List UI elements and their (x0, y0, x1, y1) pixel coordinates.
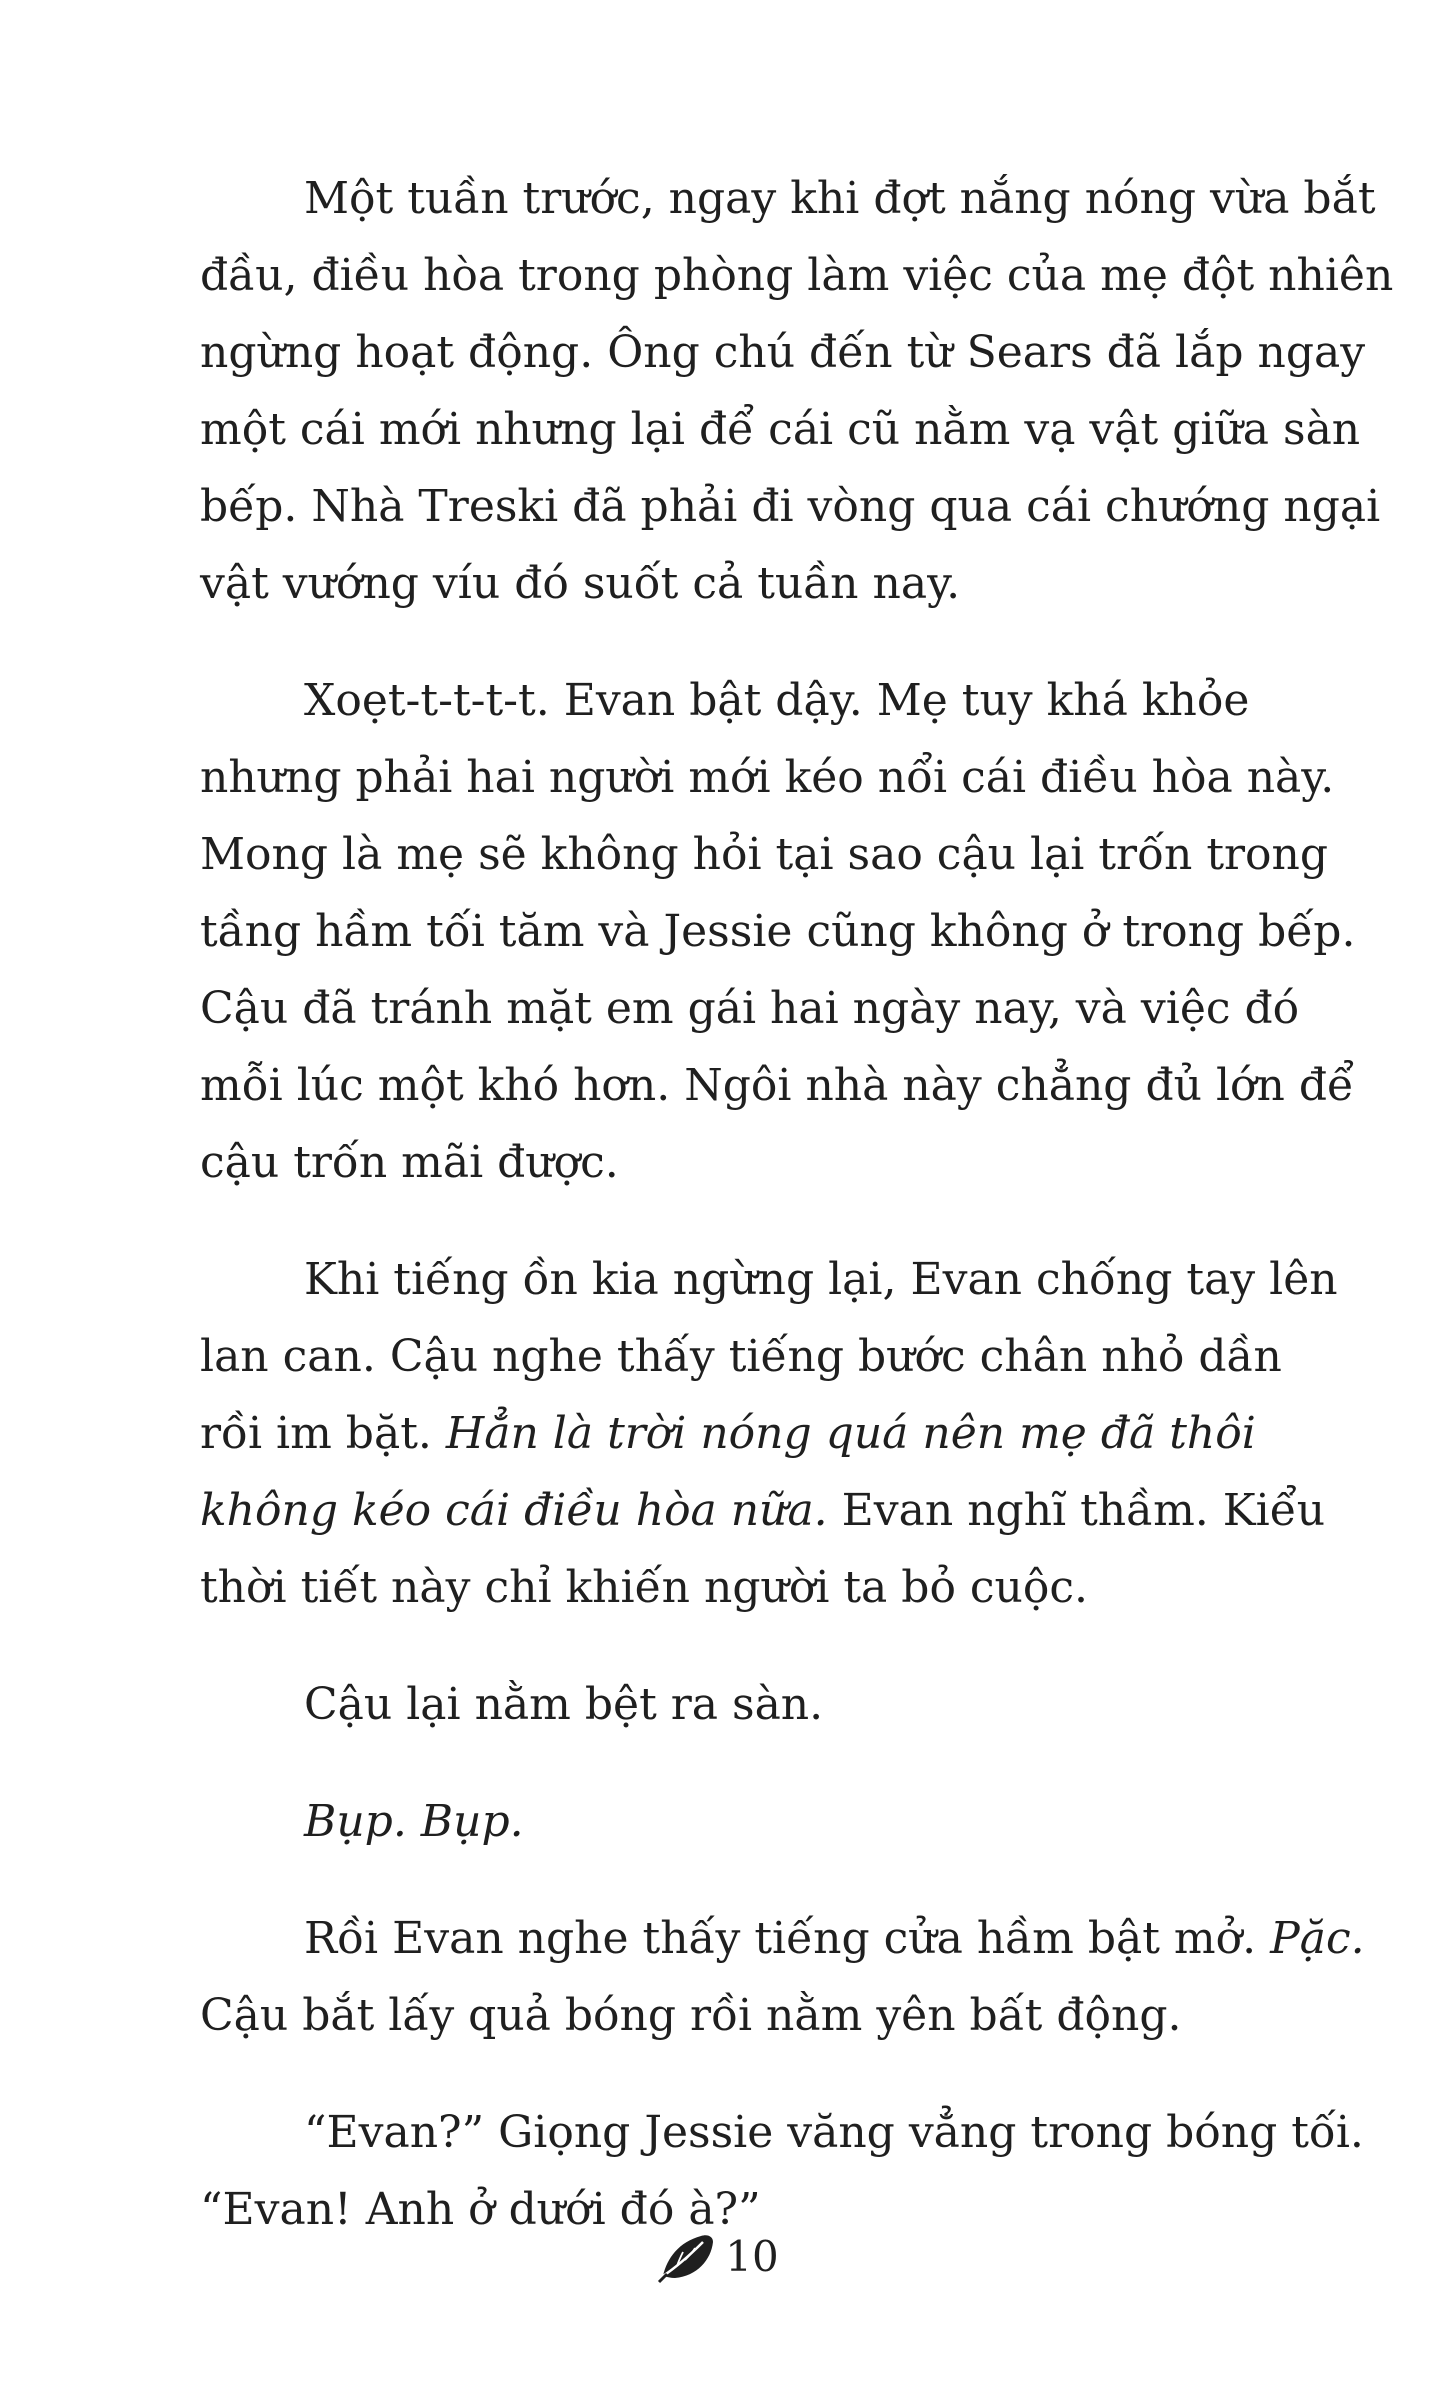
page-number: 10 (725, 2232, 779, 2281)
text-segment: mỗi lúc một khó hơn. Ngôi nhà này chẳng đủ lớn để (200, 1060, 1355, 1111)
text-line (200, 545, 1376, 622)
text-line (200, 893, 1376, 970)
paragraph (200, 1666, 1376, 1743)
text-line (200, 1977, 1376, 2054)
page-footer (0, 2230, 1436, 2284)
text-line (200, 1472, 1376, 1549)
italic-text: Bụp. Bụp. (304, 1796, 524, 1847)
text-line (200, 1047, 1376, 1124)
text-segment: Rồi Evan nghe thấy tiếng cửa hầm bật mở. (304, 1913, 1271, 1964)
paragraph (200, 1783, 1376, 1860)
text-segment: bếp. Nhà Treski đã phải đi vòng qua cái chướng ngại (200, 481, 1381, 532)
paragraph (200, 1241, 1376, 1626)
text-segment: Evan nghĩ thầm. Kiểu (827, 1485, 1326, 1536)
text-segment: cậu trốn mãi được. (200, 1137, 619, 1188)
text-segment: đầu, điều hòa trong phòng làm việc của mẹ đột nhiên (200, 250, 1394, 301)
text-line (200, 739, 1376, 816)
text-line (200, 1666, 1376, 1743)
paragraph (200, 662, 1376, 1201)
text-segment: “Evan?” Giọng Jessie văng vẳng trong bóng tối. (304, 2107, 1364, 2158)
paragraph (200, 160, 1394, 622)
text-line (200, 1783, 1376, 1860)
text-line (200, 468, 1381, 545)
text-segment: thời tiết này chỉ khiến người ta bỏ cuộc. (200, 1562, 1089, 1613)
text-segment: Cậu bắt lấy quả bóng rồi nằm yên bất động. (200, 1990, 1182, 2041)
text-segment: Xoẹt-t-t-t-t. Evan bật dậy. Mẹ tuy khá khỏe (304, 675, 1250, 726)
paragraph (200, 1900, 1376, 2054)
text-line (200, 1241, 1376, 1318)
text-segment: lan can. Cậu nghe thấy tiếng bước chân nhỏ dần (200, 1331, 1282, 1382)
italic-text: Hẳn là trời nóng quá nên mẹ đã thôi (445, 1408, 1256, 1459)
text-line (200, 1124, 1376, 1201)
text-line (200, 391, 1376, 468)
italic-text: không kéo cái điều hòa nữa. (200, 1485, 828, 1536)
text-segment: Một tuần trước, ngay khi đợt nắng nóng vừa bắt (304, 173, 1376, 224)
text-segment: một cái mới nhưng lại để cái cũ nằm vạ vật giữa sàn (200, 404, 1361, 455)
text-line (200, 1395, 1376, 1472)
text-line (200, 1900, 1376, 1977)
text-segment: rồi im bặt. (200, 1408, 446, 1459)
text-line (200, 2094, 1376, 2171)
text-segment: vật vướng víu đó suốt cả tuần nay. (200, 558, 961, 609)
text-line (200, 314, 1376, 391)
text-segment: ngừng hoạt động. Ông chú đến từ Sears đã lắp ngay (200, 327, 1366, 378)
text-segment: “Evan! Anh ở dưới đó à?” (200, 2184, 761, 2235)
paragraph (200, 2094, 1376, 2248)
text-segment: tầng hầm tối tăm và Jessie cũng không ở trong bếp. (200, 906, 1356, 957)
text-line (200, 1318, 1376, 1395)
text-segment: Khi tiếng ồn kia ngừng lại, Evan chống tay lên (304, 1254, 1338, 1305)
text-segment: Mong là mẹ sẽ không hỏi tại sao cậu lại trốn trong (200, 829, 1329, 880)
text-line (200, 970, 1376, 1047)
text-line (200, 237, 1394, 314)
text-line (200, 160, 1376, 237)
page-body (200, 160, 1394, 2288)
leaf-icon (657, 2230, 717, 2284)
text-segment: Cậu lại nằm bệt ra sàn. (304, 1679, 824, 1730)
text-line (200, 1549, 1376, 1626)
text-line (200, 662, 1376, 739)
text-line (200, 816, 1376, 893)
text-segment: nhưng phải hai người mới kéo nổi cái điều hòa này. (200, 752, 1335, 803)
text-segment: Cậu đã tránh mặt em gái hai ngày nay, và việc đó (200, 983, 1300, 1034)
italic-text: Pặc. (1270, 1913, 1365, 1964)
